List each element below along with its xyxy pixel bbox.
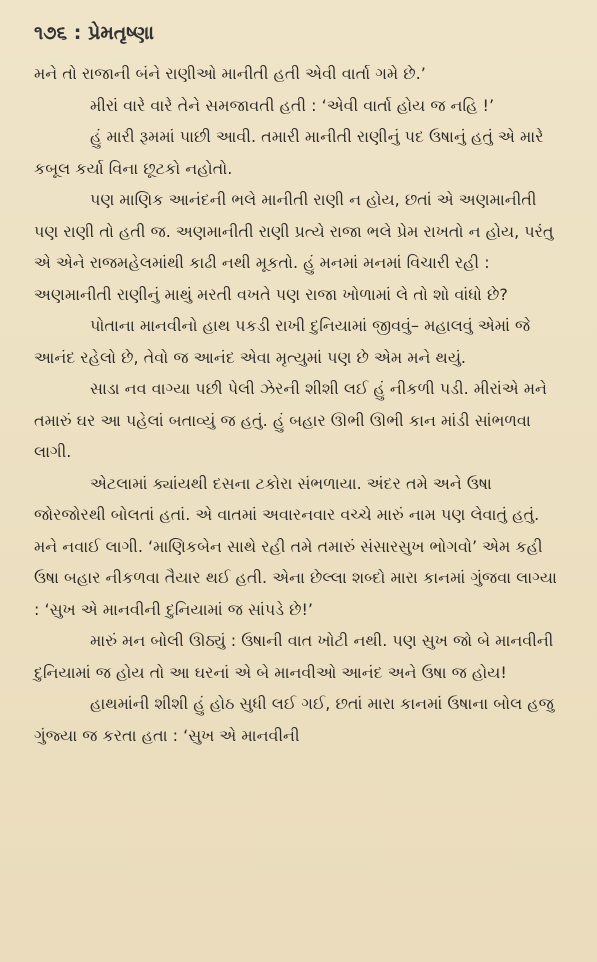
paragraph-4: પણ માણિક આનંદની ભલે માનીતી રાણી ન હોય, છતાં એ અણમાનીતી પણ રાણી તો હતી જ. અણમાનીતી રાણી પ્રત્યે રાજા ભલે પ્રેમ રાખતો ન હોય, પરંતુ એ એને રાજમહેલમાંથી કાઢી નથી મૂકતો. હું મનમાં મનમાં વિચારી રહી : અણમાનીતી રાણીનું માથું મરતી વખતે પણ રાજા ખોળામાં લે તો શો વાંધો છે? — [34, 190, 559, 304]
paragraph-6: સાડા નવ વાગ્યા પછી પેલી ઝેરની શીશી લઈ હું નીકળી પડી. મીરાંએ મને તમારું ઘર આ પહેલાં બતાવ્યું જ હતું. હું બહાર ઊભી ઊભી કાન માંડી સાંભળવા લાગી. — [34, 379, 553, 461]
page-number: ૧૭૬ — [34, 22, 68, 44]
paragraph-3: હું મારી રૂમમાં પાછી આવી. તમારી માનીતી રાણીનું પદ ઉષાનું હતું એ મારે કબૂલ કર્યા વિના છૂટકો નહોતો. — [34, 127, 549, 178]
running-title: પ્રેમતૃષ્ણા — [88, 22, 155, 44]
page-header — [34, 22, 154, 44]
paragraph-2: મીરાં વારે વારે તેને સમજાવતી હતી : ‘એવી વાર્તા હોય જ નહિ !’ — [90, 95, 495, 115]
header-separator: : — [73, 22, 82, 44]
paragraph-7: એટલામાં ક્યાંયથી દસના ટકોરા સંભળાયા. અંદર તમે અને ઉષા જોરજોરથી બોલતાં હતાં. એ વાતમાં અવારનવાર વચ્ચે મારું નામ પણ લેવાતું હતું. મને નવાઈ લાગી. ‘માણિકબેન સાથે રહી તમે તમારું સંસારસુખ ભોગવો’ એમ કહી ઉષા બહાર નીકળવા તૈયાર થઈ હતી. એના છેલ્લા શબ્દો મારા કાનમાં ગુંજવા લાગ્યા : ‘સુખ એ માનવીની દુનિયામાં જ સાંપડે છે!’ — [34, 473, 562, 619]
paragraph-5: પોતાના માનવીનો હાથ પકડી રાખી દુનિયામાં જીવવું– મહાલવું એમાં જે આનંદ રહેલો છે, તેવો જ આનંદ એવા મૃત્યુમાં પણ છે એમ મને થયું. — [34, 316, 536, 367]
paragraph-1: મને તો રાજાની બંને રાણીઓ માનીતી હતી એવી વાર્તા ગમે છે.’ — [34, 64, 426, 83]
body-text — [34, 58, 564, 751]
paragraph-8: મારું મન બોલી ઊઠ્યું : ઉષાની વાત ખોટી નથી. પણ સુખ જો બે માનવીની દુનિયામાં જ હોય તો આ ઘરનાં એ બે માનવીઓ આનંદ અને ઉષા જ હોય! — [34, 631, 559, 682]
paragraph-9: હાથમાંની શીશી હું હોઠ સુધી લઈ ગઈ, છતાં મારા કાનમાં ઉષાના બોલ હજુ ગુંજ્યા જ કરતા હતા : ‘સુખ એ માનવીની — [34, 694, 559, 745]
